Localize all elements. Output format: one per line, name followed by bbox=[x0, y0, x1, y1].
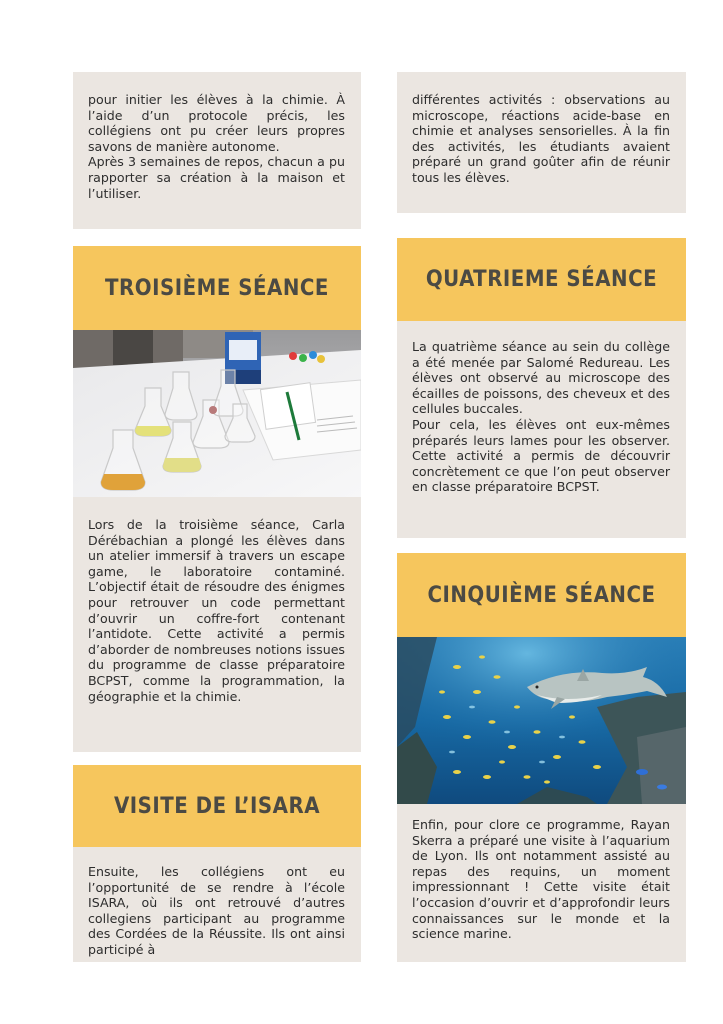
fourth-session-header bbox=[397, 238, 686, 321]
fifth-session-text: Enfin, pour clore ce programme, Rayan Skerra a préparé une visite à l’aquarium de Lyon. Ils ont notamment assisté au repas des requins, un moment impressionnant ! Cette visite était l’occasion d’ouvrir et d’approfondir leurs connaissances sur le monde et la science marine. bbox=[412, 817, 670, 942]
intro-text-right: différentes activités : observations au microscope, réactions acide-base en chimie et analyses sensorielles. À la fin des activités, les étudiants avaient préparé un grand goûter afin de réunir tous les élèves. bbox=[412, 92, 670, 185]
fifth-session-header bbox=[397, 553, 686, 637]
fourth-session-paragraph-2: Pour cela, les élèves ont eux-mêmes préparés leurs lames pour les observer. Cette activité a permis de découvrir concrètement ce que l’on peut observer en classe préparatoire BCPST. bbox=[412, 416, 670, 495]
isara-header bbox=[73, 765, 361, 847]
fifth-session-title: CINQUIÈME SÉANCE bbox=[427, 582, 656, 608]
fourth-session-title: QUATRIEME SÉANCE bbox=[425, 267, 658, 292]
third-session-title: TROISIÈME SÉANCE bbox=[105, 275, 329, 301]
third-session-text: Lors de la troisième séance, Carla Dérébachian a plongé les élèves dans un atelier immersif à travers un escape game, le laboratoire contaminé. L’objectif était de résoudre des énigmes pour retrouver un code permettant d’ouvrir un coffre-fort contenant l’antidote. Cette activité a permis d’aborder de nombreuses notions issues du programme de classe préparatoire BCPST, comme la programmation, la géographie et la chimie. bbox=[88, 517, 345, 704]
chemistry-flasks-photo bbox=[73, 330, 361, 497]
fourth-session-paragraph-1: La quatrième séance au sein du collège a été menée par Salomé Redureau. Les élèves ont observé au microscope des écailles de poissons, des cheveux et des cellules buccales. bbox=[412, 339, 670, 417]
isara-title: VISITE DE L’ISARA bbox=[113, 793, 321, 819]
fourth-session-text bbox=[412, 339, 670, 495]
isara-text: Ensuite, les collégiens ont eu l’opportunité de se rendre à l’école ISARA, où ils ont retrouvé d’autres collegiens participant au programme des Cordées de la Réussite. Ils ont ainsi participé à bbox=[88, 864, 345, 957]
aquarium-shark-photo bbox=[397, 637, 686, 804]
third-session-header bbox=[73, 246, 361, 330]
intro-text-left bbox=[88, 92, 345, 201]
intro-left-paragraph-1: pour initier les élèves à la chimie. À l’aide d’un protocole précis, les collégiens ont pu créer leurs propres savons de manière autonome. bbox=[88, 92, 345, 154]
intro-left-paragraph-2: Après 3 semaines de repos, chacun a pu rapporter sa création à la maison et l’utiliser. bbox=[88, 154, 345, 201]
